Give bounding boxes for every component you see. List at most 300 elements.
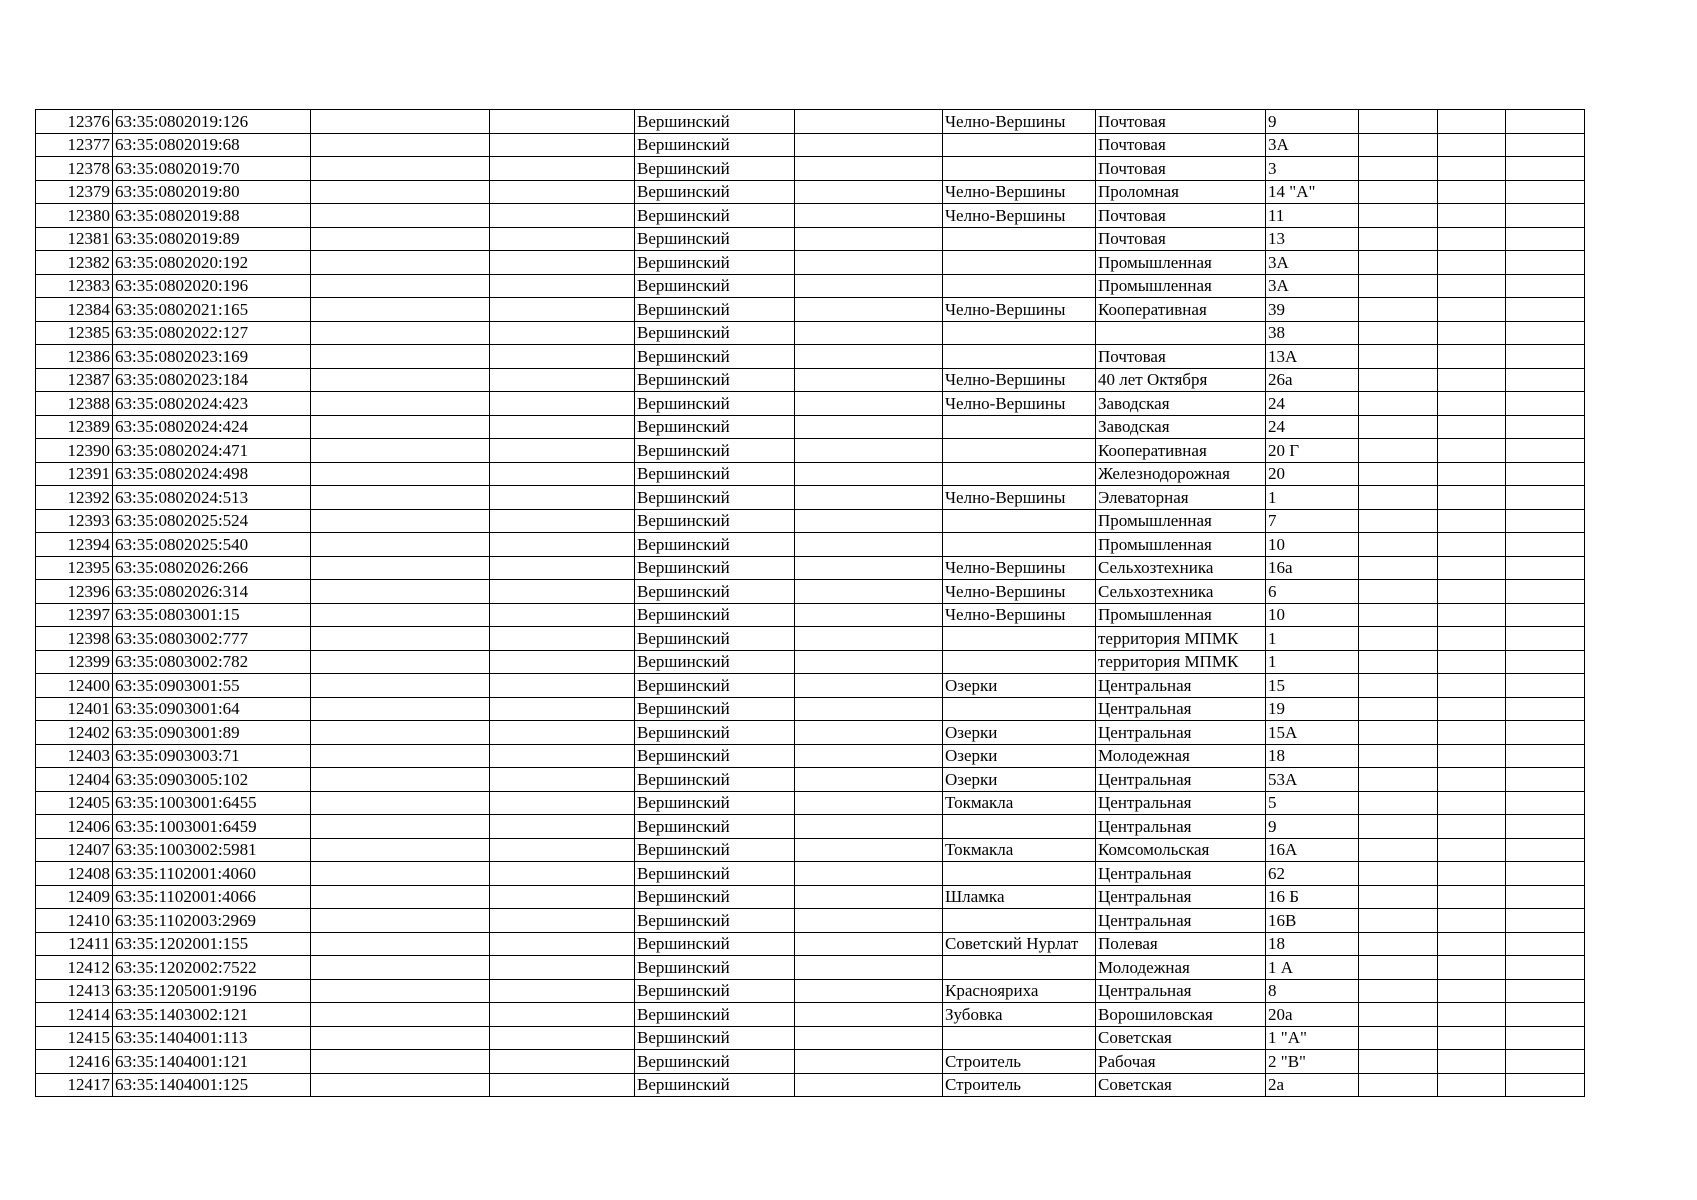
empty-cell [311,909,490,933]
row-number-cell: 12408 [36,862,113,886]
empty-cell [1506,979,1585,1003]
house-number-cell: 62 [1266,862,1359,886]
table-row [36,603,1585,627]
empty-cell [490,556,635,580]
locality-cell [943,909,1096,933]
row-number-cell: 12382 [36,251,113,275]
street-cell: Промышленная [1096,603,1266,627]
cadastral-number-cell: 63:35:0803002:777 [113,627,311,651]
cadastral-number-cell: 63:35:1404001:125 [113,1073,311,1097]
table-row [36,204,1585,228]
empty-cell [490,768,635,792]
empty-cell [490,1026,635,1050]
table-row [36,768,1585,792]
table-row [36,815,1585,839]
empty-cell [311,345,490,369]
empty-cell [795,204,943,228]
locality-cell [943,274,1096,298]
row-number-cell: 12406 [36,815,113,839]
house-number-cell: 18 [1266,932,1359,956]
empty-cell [490,462,635,486]
empty-cell [1506,674,1585,698]
street-cell: Комсомольская [1096,838,1266,862]
empty-cell [311,462,490,486]
table-row [36,674,1585,698]
empty-cell [311,603,490,627]
locality-cell [943,627,1096,651]
district-cell: Вершинский [635,1026,795,1050]
house-number-cell: 9 [1266,110,1359,134]
row-number-cell: 12402 [36,721,113,745]
empty-cell [1359,791,1438,815]
district-cell: Вершинский [635,157,795,181]
empty-cell [1438,321,1506,345]
locality-cell [943,133,1096,157]
table-row [36,439,1585,463]
empty-cell [311,721,490,745]
empty-cell [1506,1050,1585,1074]
district-cell: Вершинский [635,368,795,392]
empty-cell [311,838,490,862]
table-row [36,415,1585,439]
street-cell: Почтовая [1096,345,1266,369]
empty-cell [795,885,943,909]
row-number-cell: 12400 [36,674,113,698]
house-number-cell: 11 [1266,204,1359,228]
house-number-cell: 10 [1266,533,1359,557]
cadastral-number-cell: 63:35:1202001:155 [113,932,311,956]
empty-cell [1438,1003,1506,1027]
empty-cell [490,392,635,416]
table-row [36,110,1585,134]
empty-cell [311,885,490,909]
cadastral-number-cell: 63:35:0802019:89 [113,227,311,251]
street-cell: Центральная [1096,791,1266,815]
empty-cell [1359,721,1438,745]
empty-cell [795,650,943,674]
locality-cell [943,815,1096,839]
locality-cell: Челно-Вершины [943,580,1096,604]
house-number-cell: 15 [1266,674,1359,698]
row-number-cell: 12410 [36,909,113,933]
table-row [36,251,1585,275]
table-row [36,909,1585,933]
empty-cell [795,721,943,745]
empty-cell [1438,157,1506,181]
row-number-cell: 12394 [36,533,113,557]
empty-cell [311,533,490,557]
empty-cell [490,603,635,627]
district-cell: Вершинский [635,274,795,298]
house-number-cell: 39 [1266,298,1359,322]
cadastral-number-cell: 63:35:0802019:68 [113,133,311,157]
empty-cell [1359,298,1438,322]
street-cell: Почтовая [1096,227,1266,251]
house-number-cell: 10 [1266,603,1359,627]
row-number-cell: 12417 [36,1073,113,1097]
cadastral-number-cell: 63:35:0802019:88 [113,204,311,228]
empty-cell [1506,462,1585,486]
street-cell: Проломная [1096,180,1266,204]
district-cell: Вершинский [635,1050,795,1074]
district-cell: Вершинский [635,838,795,862]
row-number-cell: 12383 [36,274,113,298]
cadastral-number-cell: 63:35:0903001:64 [113,697,311,721]
house-number-cell: 3А [1266,251,1359,275]
empty-cell [1506,1073,1585,1097]
empty-cell [490,509,635,533]
table-row [36,274,1585,298]
table-row [36,791,1585,815]
empty-cell [1359,133,1438,157]
empty-cell [795,227,943,251]
empty-cell [795,1003,943,1027]
locality-cell: Краснояриха [943,979,1096,1003]
row-number-cell: 12414 [36,1003,113,1027]
cadastral-number-cell: 63:35:0802020:196 [113,274,311,298]
district-cell: Вершинский [635,251,795,275]
street-cell: Сельхозтехника [1096,556,1266,580]
empty-cell [1506,650,1585,674]
empty-cell [795,627,943,651]
empty-cell [311,650,490,674]
cadastral-number-cell: 63:35:0802023:184 [113,368,311,392]
row-number-cell: 12401 [36,697,113,721]
locality-cell [943,1026,1096,1050]
table-row [36,133,1585,157]
locality-cell: Челно-Вершины [943,298,1096,322]
district-cell: Вершинский [635,392,795,416]
district-cell: Вершинский [635,110,795,134]
table-row [36,1026,1585,1050]
cadastral-number-cell: 63:35:0803001:15 [113,603,311,627]
empty-cell [795,533,943,557]
empty-cell [490,791,635,815]
street-cell: Ворошиловская [1096,1003,1266,1027]
empty-cell [1438,744,1506,768]
street-cell: Центральная [1096,979,1266,1003]
empty-cell [795,956,943,980]
street-cell: территория МПМК [1096,627,1266,651]
cadastral-number-cell: 63:35:0802024:513 [113,486,311,510]
row-number-cell: 12387 [36,368,113,392]
locality-cell [943,956,1096,980]
empty-cell [1359,838,1438,862]
table-row [36,157,1585,181]
locality-cell: Озерки [943,744,1096,768]
row-number-cell: 12392 [36,486,113,510]
empty-cell [1438,180,1506,204]
empty-cell [1359,650,1438,674]
empty-cell [490,157,635,181]
table-row [36,321,1585,345]
empty-cell [490,439,635,463]
house-number-cell: 16В [1266,909,1359,933]
locality-cell: Строитель [943,1073,1096,1097]
empty-cell [311,744,490,768]
street-cell: Советская [1096,1073,1266,1097]
empty-cell [311,157,490,181]
empty-cell [1359,368,1438,392]
empty-cell [1359,415,1438,439]
district-cell: Вершинский [635,227,795,251]
empty-cell [1359,909,1438,933]
empty-cell [1506,321,1585,345]
table-row [36,1050,1585,1074]
district-cell: Вершинский [635,556,795,580]
row-number-cell: 12403 [36,744,113,768]
locality-cell [943,321,1096,345]
cadastral-number-cell: 63:35:1202002:7522 [113,956,311,980]
empty-cell [311,1073,490,1097]
empty-cell [1506,157,1585,181]
empty-cell [311,556,490,580]
street-cell: Промышленная [1096,274,1266,298]
row-number-cell: 12397 [36,603,113,627]
cadastral-number-cell: 63:35:1003001:6459 [113,815,311,839]
locality-cell: Челно-Вершины [943,204,1096,228]
house-number-cell: 1 "А" [1266,1026,1359,1050]
empty-cell [1359,509,1438,533]
cadastral-number-cell: 63:35:0802022:127 [113,321,311,345]
locality-cell: Шламка [943,885,1096,909]
empty-cell [795,697,943,721]
street-cell: Кооперативная [1096,298,1266,322]
locality-cell [943,697,1096,721]
table-row [36,368,1585,392]
empty-cell [795,251,943,275]
empty-cell [311,415,490,439]
locality-cell: Челно-Вершины [943,603,1096,627]
empty-cell [1506,345,1585,369]
empty-cell [1506,627,1585,651]
empty-cell [795,979,943,1003]
empty-cell [1359,439,1438,463]
address-register-table [35,109,1585,1097]
empty-cell [311,227,490,251]
empty-cell [490,204,635,228]
empty-cell [490,1073,635,1097]
table-body [36,110,1585,1097]
house-number-cell: 3А [1266,133,1359,157]
empty-cell [311,321,490,345]
district-cell: Вершинский [635,674,795,698]
street-cell: Центральная [1096,697,1266,721]
district-cell: Вершинский [635,956,795,980]
district-cell: Вершинский [635,627,795,651]
district-cell: Вершинский [635,603,795,627]
empty-cell [311,180,490,204]
empty-cell [1506,509,1585,533]
house-number-cell: 20 Г [1266,439,1359,463]
cadastral-number-cell: 63:35:0802025:540 [113,533,311,557]
cadastral-number-cell: 63:35:0802019:126 [113,110,311,134]
empty-cell [490,932,635,956]
empty-cell [490,862,635,886]
empty-cell [1438,486,1506,510]
street-cell: Молодежная [1096,956,1266,980]
district-cell: Вершинский [635,909,795,933]
empty-cell [1438,1073,1506,1097]
district-cell: Вершинский [635,650,795,674]
locality-cell: Советский Нурлат [943,932,1096,956]
empty-cell [1506,932,1585,956]
empty-cell [1506,439,1585,463]
locality-cell: Челно-Вершины [943,180,1096,204]
locality-cell: Челно-Вершины [943,110,1096,134]
house-number-cell: 24 [1266,415,1359,439]
empty-cell [311,1050,490,1074]
row-number-cell: 12388 [36,392,113,416]
house-number-cell: 6 [1266,580,1359,604]
table-row [36,533,1585,557]
empty-cell [1438,274,1506,298]
empty-cell [1438,415,1506,439]
empty-cell [1359,556,1438,580]
empty-cell [490,345,635,369]
empty-cell [1438,368,1506,392]
empty-cell [795,298,943,322]
cadastral-number-cell: 63:35:0802023:169 [113,345,311,369]
empty-cell [490,885,635,909]
cadastral-number-cell: 63:35:0802026:266 [113,556,311,580]
empty-cell [795,486,943,510]
empty-cell [795,815,943,839]
cadastral-number-cell: 63:35:0802026:314 [113,580,311,604]
empty-cell [311,1026,490,1050]
empty-cell [311,862,490,886]
empty-cell [1359,180,1438,204]
cadastral-number-cell: 63:35:1403002:121 [113,1003,311,1027]
empty-cell [1438,721,1506,745]
empty-cell [795,1073,943,1097]
empty-cell [1359,274,1438,298]
row-number-cell: 12390 [36,439,113,463]
empty-cell [1506,486,1585,510]
street-cell: Промышленная [1096,509,1266,533]
cadastral-number-cell: 63:35:1102003:2969 [113,909,311,933]
street-cell: Центральная [1096,885,1266,909]
empty-cell [1438,509,1506,533]
locality-cell [943,533,1096,557]
empty-cell [490,627,635,651]
empty-cell [490,979,635,1003]
empty-cell [1506,298,1585,322]
house-number-cell: 15А [1266,721,1359,745]
table-row [36,392,1585,416]
empty-cell [1438,791,1506,815]
empty-cell [311,768,490,792]
district-cell: Вершинский [635,1003,795,1027]
cadastral-number-cell: 63:35:0802024:471 [113,439,311,463]
empty-cell [1438,204,1506,228]
locality-cell [943,862,1096,886]
district-cell: Вершинский [635,580,795,604]
empty-cell [1359,345,1438,369]
empty-cell [311,627,490,651]
street-cell: Почтовая [1096,110,1266,134]
empty-cell [1359,1026,1438,1050]
empty-cell [1359,321,1438,345]
empty-cell [1506,204,1585,228]
empty-cell [1359,674,1438,698]
district-cell: Вершинский [635,862,795,886]
house-number-cell: 1 [1266,486,1359,510]
street-cell: Центральная [1096,674,1266,698]
empty-cell [1438,979,1506,1003]
empty-cell [311,509,490,533]
house-number-cell: 53А [1266,768,1359,792]
empty-cell [490,415,635,439]
empty-cell [311,815,490,839]
empty-cell [795,556,943,580]
empty-cell [490,838,635,862]
district-cell: Вершинский [635,979,795,1003]
cadastral-number-cell: 63:35:0903001:89 [113,721,311,745]
house-number-cell: 18 [1266,744,1359,768]
empty-cell [795,580,943,604]
empty-cell [1506,415,1585,439]
locality-cell [943,462,1096,486]
cadastral-number-cell: 63:35:0903005:102 [113,768,311,792]
empty-cell [1359,744,1438,768]
house-number-cell: 16а [1266,556,1359,580]
empty-cell [795,603,943,627]
empty-cell [490,650,635,674]
cadastral-number-cell: 63:35:0903001:55 [113,674,311,698]
locality-cell [943,439,1096,463]
empty-cell [1359,157,1438,181]
empty-cell [311,274,490,298]
empty-cell [1359,768,1438,792]
empty-cell [490,321,635,345]
locality-cell: Токмакла [943,791,1096,815]
table-row [36,744,1585,768]
empty-cell [1438,251,1506,275]
district-cell: Вершинский [635,791,795,815]
empty-cell [795,439,943,463]
empty-cell [1506,110,1585,134]
empty-cell [1506,744,1585,768]
row-number-cell: 12407 [36,838,113,862]
empty-cell [311,486,490,510]
house-number-cell: 9 [1266,815,1359,839]
street-cell [1096,321,1266,345]
empty-cell [490,674,635,698]
empty-cell [1438,650,1506,674]
street-cell: Советская [1096,1026,1266,1050]
house-number-cell: 16 Б [1266,885,1359,909]
cadastral-number-cell: 63:35:1102001:4060 [113,862,311,886]
table-row [36,556,1585,580]
table-row [36,486,1585,510]
empty-cell [795,674,943,698]
street-cell: Молодежная [1096,744,1266,768]
empty-cell [1438,110,1506,134]
cadastral-number-cell: 63:35:0802024:424 [113,415,311,439]
house-number-cell: 20а [1266,1003,1359,1027]
empty-cell [311,791,490,815]
empty-cell [311,251,490,275]
empty-cell [1506,556,1585,580]
table-row [36,180,1585,204]
empty-cell [490,533,635,557]
district-cell: Вершинский [635,204,795,228]
locality-cell [943,227,1096,251]
cadastral-number-cell: 63:35:1003001:6455 [113,791,311,815]
locality-cell: Токмакла [943,838,1096,862]
empty-cell [490,133,635,157]
